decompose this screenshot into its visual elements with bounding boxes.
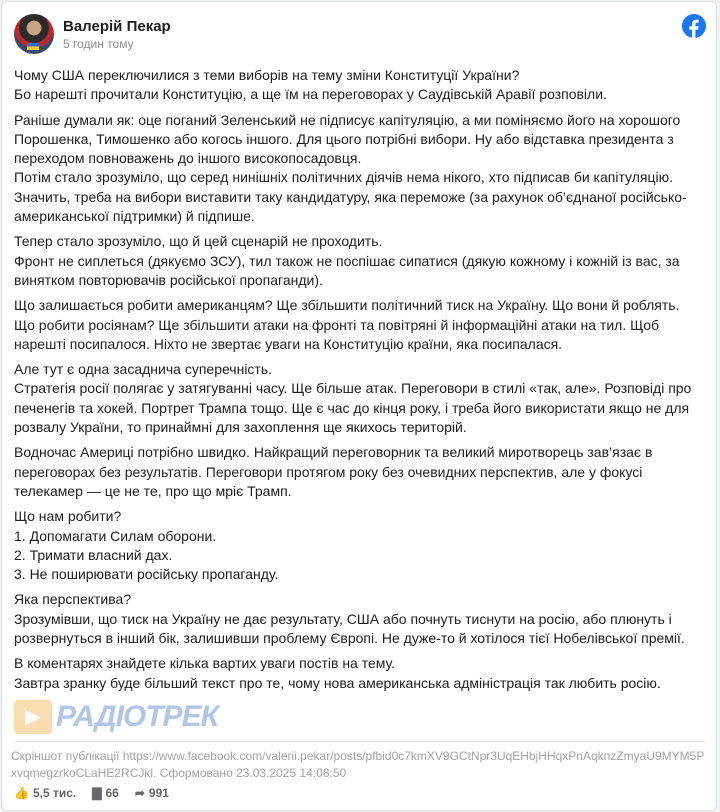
paragraph: Чому США переключилися з теми виборів на тему зміни Конституції України? Бо нарешті прочитали Конституцію, а ще їм на переговорах у Саудівській Аравії розповіли. — [14, 67, 607, 103]
avatar[interactable] — [14, 14, 54, 54]
post-card — [1, 1, 717, 811]
flag-icon — [27, 43, 39, 50]
share-icon: ➦ — [134, 785, 145, 800]
likes-count: 5,5 тис. — [32, 785, 77, 800]
paragraph: Раніше думали як: оце поганий Зеленський не підписує капітуляцію, а ми поміняємо його на хорошого Порошенка, Тимошенко або когось іншого. Для цього потрібні вибори. Ну або відставка президента з переходом повноважень до іншого високопосадовця. Потім стало зрозуміло, що серед нинішніх політичних діячів нема нікого, хто підписав би капітуляцію. Значить, треба на вибори виставити таку кандидатуру, яка переможе (за рахунок об’єднаної російсько-американської підтримки) й підпише. — [14, 111, 687, 225]
comments-count: 66 — [105, 785, 119, 800]
watermark-text: РАДІОТРЕК — [56, 699, 219, 733]
facebook-icon[interactable] — [682, 14, 706, 38]
paragraph: Яка перспектива? Зрозумівши, що тиск на Україну не дає результату, США або почнуть тиснути на росію, або плюнуть і розвернуться в інший бік, залишивши проблему Європі. Не дуже-то й хотілося тієї Нобелівської премії. — [14, 591, 685, 647]
paragraph: Але тут є одна засаднича суперечність. Стратегія росії полягає у затягуванні часу. Ще більше атак. Переговори в стилі «так, але». Розповіді про печенегів та хокей. Портрет Трампа тощо. Ще є час до кінця року, і треба його використати якщо не для розвалу України, то принаймні для захоплення ще якихось територій. — [14, 361, 692, 436]
author-name[interactable]: Валерій Пекар — [63, 18, 171, 35]
shares-stat[interactable] — [135, 786, 169, 800]
play-icon: ▶ — [14, 700, 52, 734]
post-header — [14, 14, 706, 66]
screenshot-caption: Скріншот публікації https://www.facebook.com/valerii.pekar/posts/pfbid0c7kmXV9GCtNpr3UqEHbjHHqxPnAqknzZmyaU9MYM5Pxvqmegzrko​CLaHE2RCJkl. Сформовано 23.03.2025 14:08:50 — [11, 748, 705, 780]
paragraph: В коментарях знайдете кілька вартих уваги постів на тему. Завтра зранку буде більший текст про те, чому нова американська адміністрація так любить росію. — [14, 655, 661, 691]
comment-icon: ▇ — [92, 785, 102, 800]
post-stats — [14, 786, 706, 800]
comments-stat[interactable] — [92, 786, 119, 800]
watermark-logo — [14, 699, 706, 735]
paragraph: Тепер стало зрозуміло, що й цей сценарій не проходить. Фронт не сиплеться (дякуємо ЗСУ), тил також не поспішає сипатися (дякую кожному і кожній із вас, за винятком повторювачів російської пропаганди). — [14, 233, 680, 288]
paragraph: Що залишається робити американцям? Ще збільшити політичний тиск на Україну. Що вони й роблять. Що робити росіянам? Ще збільшити атаки на фронті та повітряні й інформаційні атаки на тил. Щоб нарешті посипалося. Ніхто не звертає уваги на Конституцію країни, яка посипалася. — [14, 297, 680, 352]
shares-count: 991 — [148, 785, 169, 800]
likes-stat[interactable] — [14, 786, 76, 800]
divider — [14, 741, 706, 742]
thumbs-up-icon: 👍 — [14, 785, 29, 800]
post-time[interactable]: 5 годин тому — [63, 37, 134, 51]
paragraph: Що нам робити? 1. Допомагати Силам оборони. 2. Тримати власний дах. 3. Не поширювати російську пропаганду. — [14, 508, 279, 583]
post-body — [14, 66, 704, 693]
paragraph: Водночас Америці потрібно швидко. Найкращий переговорник та великий миротворець зав’язає в переговорах без результатів. Переговори протягом року без очевидних перспектив, але у фокусі телекамер — це не те, про що мріє Трамп. — [14, 444, 653, 499]
